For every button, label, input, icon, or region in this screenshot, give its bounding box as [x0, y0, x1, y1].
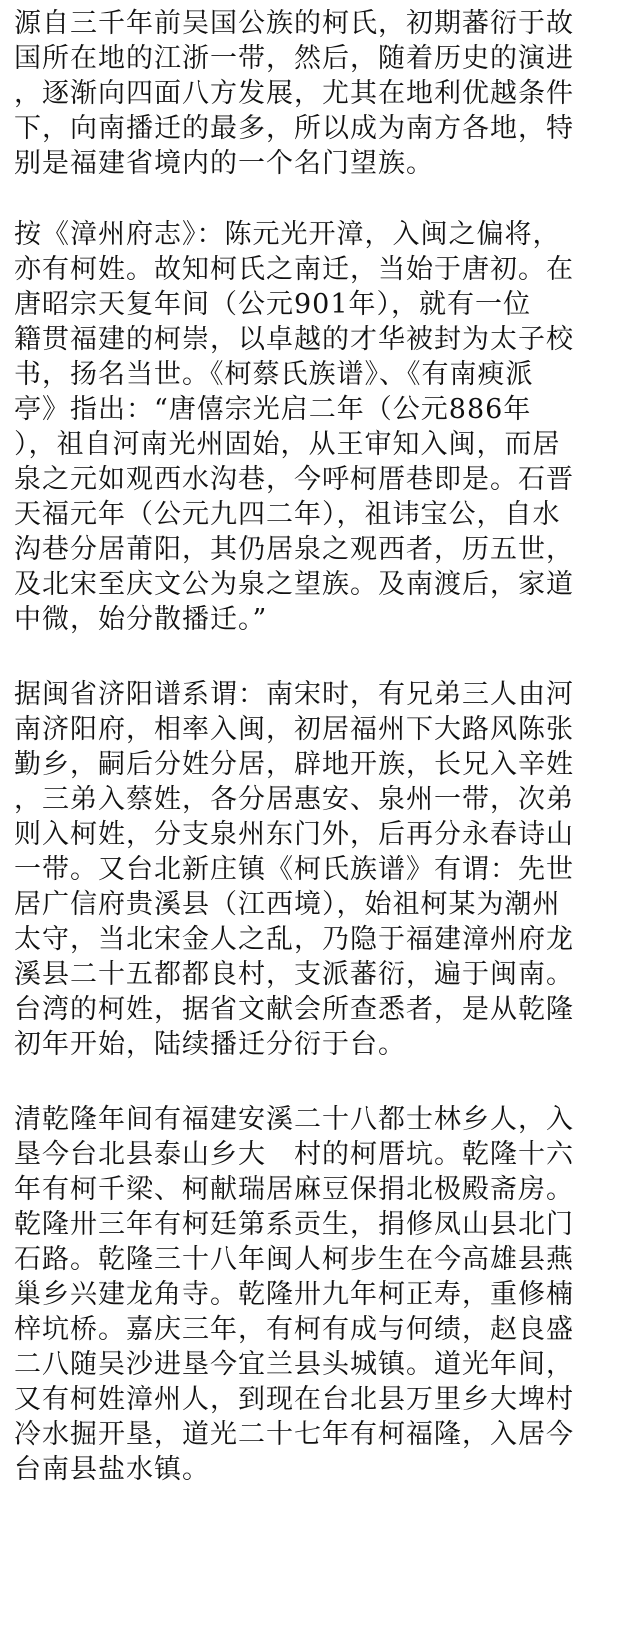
text-line: 据闽省济阳谱系谓：南宋时，有兄弟三人由河 — [14, 679, 574, 710]
text-line: 台湾的柯姓，据省文献会所查悉者，是从乾隆 — [14, 994, 574, 1025]
text-line: 书，扬名当世。《柯蔡氏族谱》、《有南瘐派 — [14, 359, 534, 390]
paragraph-jiyang — [14, 677, 626, 1062]
text-line: 一带。又台北新庄镇《柯氏族谱》有谓：先世 — [14, 854, 574, 885]
text-line: 台南县盐水镇。 — [14, 1454, 210, 1485]
text-line: 源自三千年前吴国公族的柯氏，初期蕃衍于故 — [14, 8, 574, 39]
text-line: 则入柯姓，分支泉州东门外，后再分永春诗山 — [14, 819, 574, 850]
text-line: 清乾隆年间有福建安溪二十八都士林乡人，入 — [14, 1104, 574, 1135]
text-line: 太守，当北宋金人之乱，乃隐于福建漳州府龙 — [14, 924, 574, 955]
text-line: 下，向南播迁的最多，所以成为南方各地，特 — [14, 113, 574, 144]
text-line: 泉之元如观西水沟巷，今呼柯厝巷即是。石晋 — [14, 464, 574, 495]
text-line: 溪县二十五都都良村，支派蕃衍，遍于闽南。 — [14, 959, 574, 990]
paragraph-qianlong — [14, 1102, 626, 1487]
text-line: 初年开始，陆续播迁分衍于台。 — [14, 1029, 406, 1060]
text-line: 亭》指出：“唐僖宗光启二年（公元886年 — [14, 394, 532, 425]
text-line: 乾隆卅三年有柯廷第系贡生，捐修凤山县北门 — [14, 1209, 574, 1240]
text-line: ，三弟入蔡姓，各分居惠安、泉州一带，次弟 — [14, 784, 574, 815]
text-line: 及北宋至庆文公为泉之望族。及南渡后，家道 — [14, 569, 574, 600]
text-line: 别是福建省境内的一个名门望族。 — [14, 148, 434, 179]
text-line: 勤乡，嗣后分姓分居，辟地开族，长兄入辛姓 — [14, 749, 574, 780]
text-line: 居广信府贵溪县（江西境），始祖柯某为潮州 — [14, 889, 561, 920]
text-line: 按《漳州府志》：陈元光开漳，入闽之偏将， — [14, 219, 561, 250]
text-line: ），祖自河南光州固始，从王审知入闽，而居 — [14, 429, 561, 460]
paragraph-zhangzhou — [14, 217, 626, 637]
paragraph-origin — [14, 6, 626, 181]
text-line: 天福元年（公元九四二年），祖讳宝公，自水 — [14, 499, 561, 530]
text-line: 中微，始分散播迁。” — [14, 604, 268, 635]
text-line: 梓坑桥。嘉庆三年，有柯有成与何绩，赵良盛 — [14, 1314, 574, 1345]
text-line: 沟巷分居莆阳，其仍居泉之观西者，历五世， — [14, 534, 574, 565]
paragraph-spacer — [14, 181, 626, 217]
text-line: 石路。乾隆三十八年闽人柯步生在今高雄县燕 — [14, 1244, 574, 1275]
text-line: 又有柯姓漳州人，到现在台北县万里乡大埤村 — [14, 1384, 574, 1415]
text-line: 二八随吴沙进垦今宜兰县头城镇。道光年间， — [14, 1349, 574, 1380]
text-line: 巢乡兴建龙角寺。乾隆卅九年柯正寿，重修楠 — [14, 1279, 574, 1310]
text-line: 亦有柯姓。故知柯氏之南迁，当始于唐初。在 — [14, 254, 574, 285]
paragraph-spacer — [14, 1062, 626, 1102]
text-line: 南济阳府，相率入闽，初居福州下大路风陈张 — [14, 714, 574, 745]
text-line: 国所在地的江浙一带，然后，随着历史的演进 — [14, 43, 574, 74]
text-line: 垦今台北县泰山乡大 村的柯厝坑。乾隆十六 — [14, 1139, 574, 1170]
text-line: 籍贯福建的柯崇，以卓越的才华被封为太子校 — [14, 324, 574, 355]
text-line: ，逐渐向四面八方发展，尤其在地利优越条件 — [14, 78, 574, 109]
text-line: 冷水掘开垦，道光二十七年有柯福隆，入居今 — [14, 1419, 574, 1450]
text-line: 唐昭宗天复年间（公元901年），就有一位 — [14, 289, 532, 320]
paragraph-spacer — [14, 637, 626, 677]
text-line: 年有柯千梁、柯献瑞居麻豆保捐北极殿斋房。 — [14, 1174, 574, 1205]
